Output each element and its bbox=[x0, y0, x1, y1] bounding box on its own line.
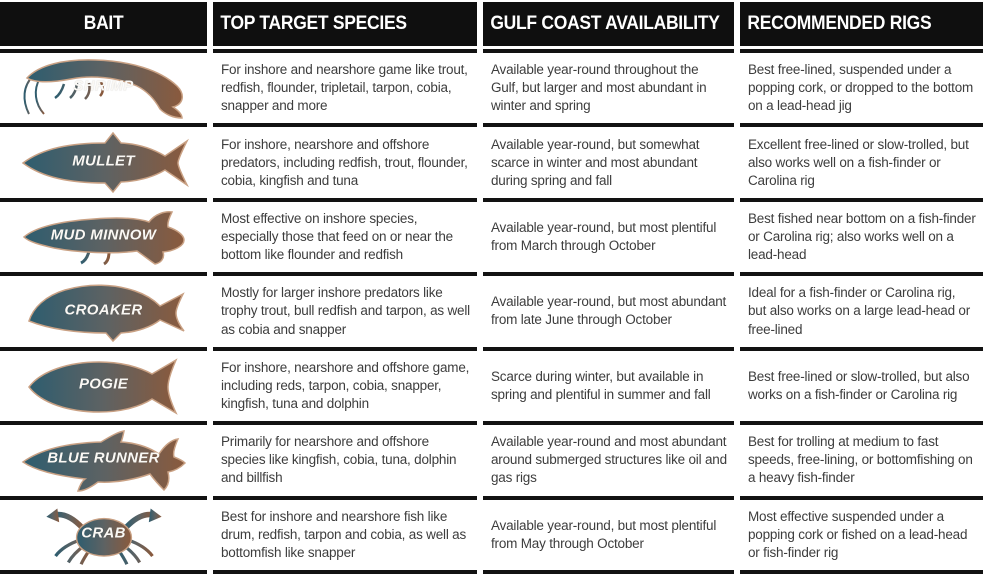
header-bait: BAIT bbox=[0, 2, 207, 46]
species-cell: Mostly for larger inshore predators like trophy trout, bull redfish and tarpon, as well as cobia and snapper bbox=[213, 272, 477, 346]
availability-cell: Available year-round, but most abundant from late June through October bbox=[483, 272, 734, 346]
bait-label: MUD MINNOW bbox=[50, 226, 157, 244]
bait-cell bbox=[0, 272, 207, 346]
table-row bbox=[0, 49, 983, 123]
bait-cell bbox=[0, 347, 207, 421]
availability-cell: Scarce during winter, but available in spring and plentiful in summer and fall bbox=[483, 347, 734, 421]
bait-label: CROAKER bbox=[64, 301, 143, 319]
bait-cell bbox=[0, 198, 207, 272]
species-cell: Primarily for nearshore and offshore species like kingfish, cobia, tuna, dolphin and billfish bbox=[213, 421, 477, 495]
rigs-cell: Most effective suspended under a popping cork or fished on a lead-head or fish-finder rig bbox=[740, 496, 983, 570]
rigs-cell: Best free-lined, suspended under a popping cork, or dropped to the bottom on a lead-head jig bbox=[740, 49, 983, 123]
bait-label: SHRIMP bbox=[73, 77, 134, 95]
rigs-cell: Excellent free-lined or slow-trolled, but also works well on a fish-finder or Carolina rig bbox=[740, 123, 983, 197]
bait-illustration bbox=[16, 354, 192, 418]
bait-cell bbox=[0, 496, 207, 570]
table-header bbox=[0, 2, 983, 46]
bait-label: CRAB bbox=[81, 524, 126, 542]
header-gulf-coast-availability: GULF COAST AVAILABILITY bbox=[483, 2, 734, 46]
bait-illustration bbox=[16, 131, 192, 195]
availability-cell: Available year-round and most abundant around submerged structures like oil and gas rigs bbox=[483, 421, 734, 495]
table-row bbox=[0, 272, 983, 346]
availability-cell: Available year-round throughout the Gulf, but larger and most abundant in winter and spring bbox=[483, 49, 734, 123]
bait-cell bbox=[0, 421, 207, 495]
table-row bbox=[0, 123, 983, 197]
table-row bbox=[0, 347, 983, 421]
species-cell: For inshore, nearshore and offshore predators, including redfish, trout, flounder, cobia, kingfish and tuna bbox=[213, 123, 477, 197]
bait-illustration bbox=[16, 279, 192, 343]
bait-label: POGIE bbox=[78, 375, 128, 393]
header-top-target-species: TOP TARGET SPECIES bbox=[213, 2, 477, 46]
species-cell: For inshore and nearshore game like trout, redfish, flounder, tripletail, tarpon, cobia, snapper and more bbox=[213, 49, 477, 123]
header-recommended-rigs: RECOMMENDED RIGS bbox=[740, 2, 983, 46]
bait-illustration bbox=[16, 503, 192, 567]
table-row bbox=[0, 496, 983, 570]
bait-illustration bbox=[16, 428, 192, 492]
bait-illustration bbox=[16, 56, 192, 120]
rigs-cell: Best free-lined or slow-trolled, but also works on a fish-finder or Carolina rig bbox=[740, 347, 983, 421]
species-cell: For inshore, nearshore and offshore game, including reds, tarpon, cobia, snapper, kingfish, tuna and dolphin bbox=[213, 347, 477, 421]
species-cell: Most effective on inshore species, especially those that feed on or near the bottom like flounder and redfish bbox=[213, 198, 477, 272]
rigs-cell: Best for trolling at medium to fast speeds, free-lining, or bottomfishing on a heavy fish-finder bbox=[740, 421, 983, 495]
bait-cell bbox=[0, 123, 207, 197]
bait-label: BLUE RUNNER bbox=[47, 449, 160, 467]
availability-cell: Available year-round, but most plentiful from May through October bbox=[483, 496, 734, 570]
bait-label: MULLET bbox=[72, 152, 135, 170]
bait-illustration bbox=[16, 205, 192, 269]
species-cell: Best for inshore and nearshore fish like drum, redfish, tarpon and cobia, as well as bottomfish like snapper bbox=[213, 496, 477, 570]
table-bottom-rule bbox=[0, 570, 983, 574]
bait-cell bbox=[0, 49, 207, 123]
table-body bbox=[0, 49, 983, 570]
table-row bbox=[0, 421, 983, 495]
availability-cell: Available year-round, but somewhat scarce in winter and most abundant during spring and fall bbox=[483, 123, 734, 197]
table-row bbox=[0, 198, 983, 272]
rigs-cell: Ideal for a fish-finder or Carolina rig, but also works on a large lead-head or free-lined bbox=[740, 272, 983, 346]
availability-cell: Available year-round, but most plentiful from March through October bbox=[483, 198, 734, 272]
rigs-cell: Best fished near bottom on a fish-finder or Carolina rig; also works well on a lead-head bbox=[740, 198, 983, 272]
